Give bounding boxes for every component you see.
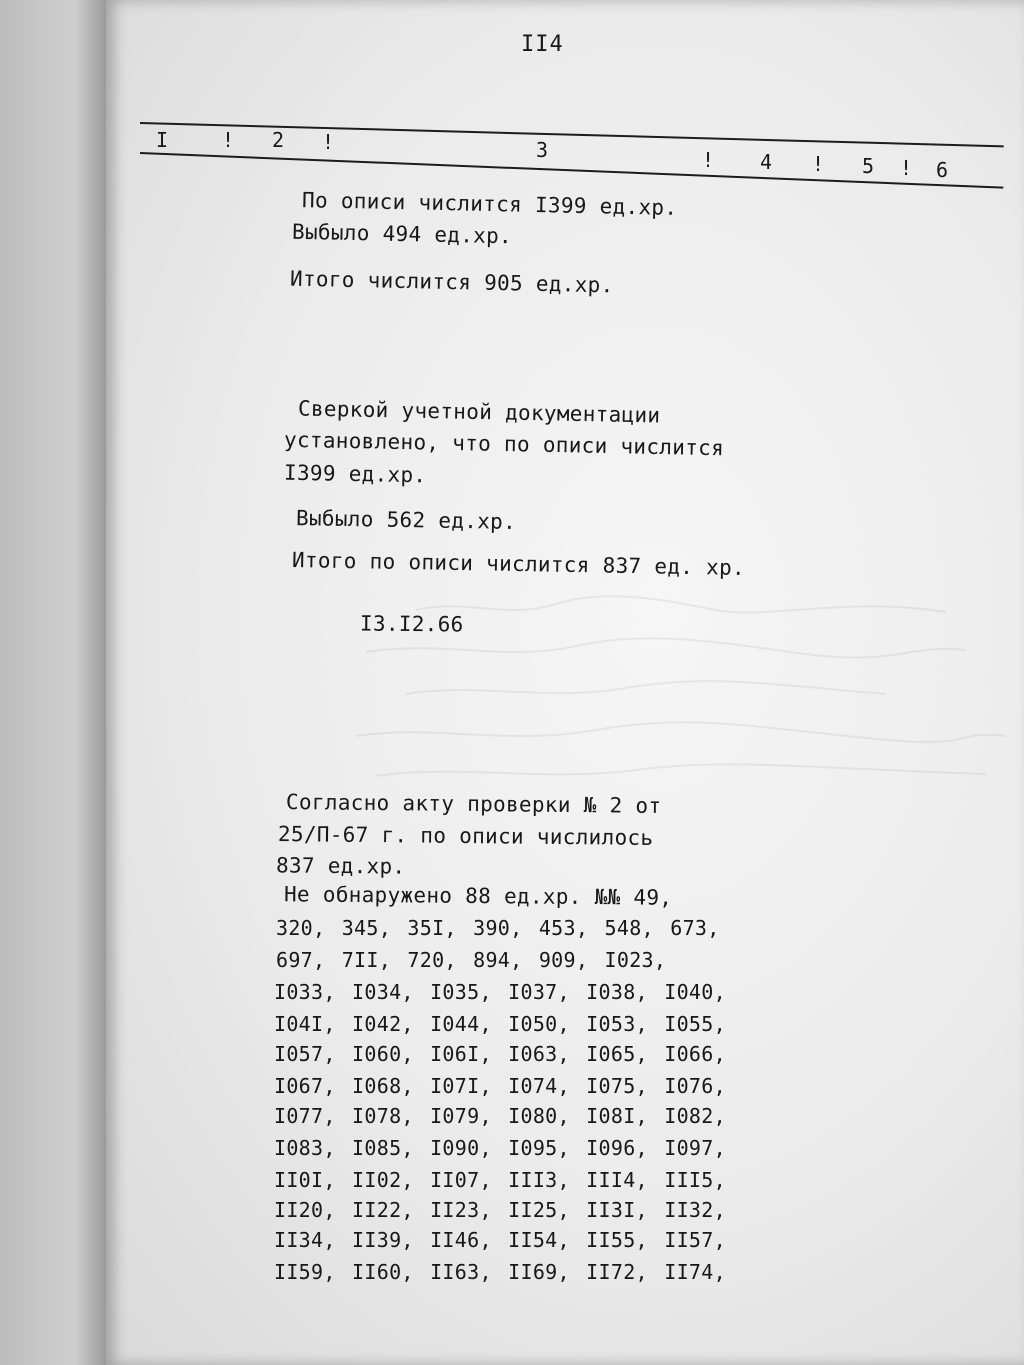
inventory-number-row: 320, 345, 35I, 390, 453, 548, 673,: [276, 916, 720, 940]
page-number: II4: [521, 32, 564, 57]
text-line: Выбыло 562 ед.хр.: [295, 506, 517, 534]
column-header-5: 5: [862, 154, 875, 178]
column-separator: !: [702, 148, 715, 172]
inventory-number-row: II0I, II02, II07, III3, III4, III5,: [274, 1168, 726, 1192]
text-line: Не обнаружено 88 ед.хр. №№ 49,: [283, 882, 673, 910]
inventory-number-row: I077, I078, I079, I080, I08I, I082,: [274, 1104, 726, 1128]
column-separator: !: [812, 152, 825, 176]
inventory-number-row: II20, II22, II23, II25, II3I, II32,: [274, 1198, 726, 1222]
previous-page-edge: [0, 0, 106, 1365]
table-header-top-rule: [140, 122, 1004, 147]
column-separator: !: [900, 156, 913, 180]
inventory-number-row: 697, 7II, 720, 894, 909, I023,: [276, 948, 667, 972]
text-line: I399 ед.хр.: [283, 460, 427, 488]
inventory-number-row: I057, I060, I06I, I063, I065, I066,: [274, 1042, 726, 1066]
inventory-number-row: I04I, I042, I044, I050, I053, I055,: [274, 1012, 726, 1036]
column-header-4: 4: [760, 150, 773, 174]
text-line: 837 ед.хр.: [275, 853, 406, 879]
column-separator: !: [322, 130, 335, 154]
text-line: 25/П-67 г. по описи числилось: [277, 822, 654, 850]
text-line: установлено, что по описи числится: [283, 427, 725, 461]
text-line: Итого числится 905 ед.хр.: [289, 266, 614, 298]
inventory-number-row: I033, I034, I035, I037, I038, I040,: [274, 980, 726, 1004]
column-header-1: I: [156, 128, 169, 152]
text-line: По описи числится I399 ед.хр.: [301, 188, 678, 220]
inventory-number-row: II59, II60, II63, II69, II72, II74,: [274, 1260, 726, 1284]
column-separator: !: [222, 128, 235, 152]
inventory-number-row: I083, I085, I090, I095, I096, I097,: [274, 1136, 726, 1160]
text-line: Сверкой учетной документации: [297, 396, 661, 428]
column-header-6: 6: [936, 158, 949, 182]
inventory-number-row: II34, II39, II46, II54, II55, II57,: [274, 1228, 726, 1252]
date: I3.I2.66: [359, 611, 464, 637]
text-line: Выбыло 494 ед.хр.: [291, 219, 513, 249]
column-header-2: 2: [272, 128, 285, 152]
text-line: Согласно акту проверки № 2 от: [285, 790, 662, 818]
text-line: Итого по описи числится 837 ед. хр.: [291, 548, 746, 580]
column-header-3: 3: [536, 138, 549, 162]
document-page: [106, 0, 1024, 1365]
inventory-number-row: I067, I068, I07I, I074, I075, I076,: [274, 1074, 726, 1098]
